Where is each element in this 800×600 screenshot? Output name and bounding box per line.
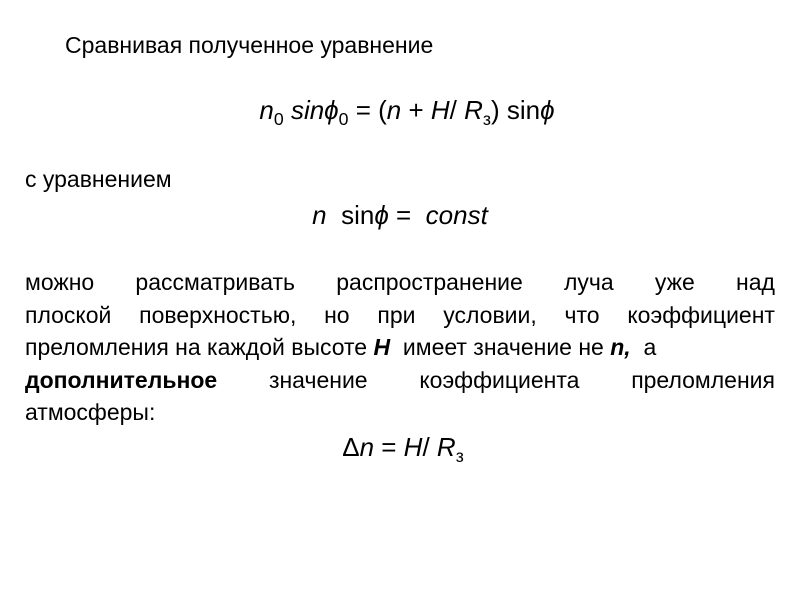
eq3-equals: =: [374, 432, 404, 462]
equation-snell-constant: [0, 200, 800, 231]
eq3-R: R: [436, 432, 456, 462]
word: рассматривать: [135, 269, 296, 295]
line3-text-1: преломления на каждой высоте: [25, 334, 374, 360]
eq2-n: n: [312, 200, 327, 230]
eq3-delta: Δ: [342, 432, 360, 462]
emphasis-word: дополнительное: [25, 366, 218, 393]
word: коэффициента: [419, 366, 580, 393]
word: что: [564, 301, 600, 328]
explanation-paragraph: [25, 266, 775, 429]
word: луча: [564, 269, 614, 295]
line3-text-2: имеет значение не: [390, 334, 611, 360]
equation-delta-n: [0, 432, 800, 467]
intro-text: Сравнивая полученное уравнение: [65, 32, 434, 58]
eq1-n: n: [386, 95, 402, 125]
line3-text-3: а: [630, 334, 657, 360]
word: плоской: [25, 301, 112, 328]
word: коэффициент: [627, 301, 775, 328]
eq1-n-symbol: n: [259, 95, 274, 125]
word: преломления: [631, 366, 775, 393]
eq3-R-subscript: з: [455, 446, 464, 467]
eq1-H: H: [430, 95, 450, 125]
word: над: [736, 269, 775, 295]
variable-H: H: [373, 334, 391, 360]
word: можно: [25, 269, 95, 295]
eq1-R-subscript: з: [482, 109, 492, 130]
eq2-phi: ϕ: [374, 200, 389, 230]
paragraph-line-5: атмосферы:: [25, 399, 156, 425]
eq3-slash: /: [422, 432, 437, 462]
word: значение: [268, 366, 368, 393]
eq2-equals: =: [388, 200, 426, 230]
word: но: [324, 301, 350, 328]
eq2-sin: sin: [326, 200, 375, 230]
eq1-n-subscript: 0: [273, 109, 284, 130]
eq1-phi: ϕ: [540, 95, 555, 125]
lead-text: с уравнением: [25, 166, 172, 192]
eq3-H: H: [403, 432, 423, 462]
variable-n: n,: [610, 334, 631, 360]
paragraph-line-3: [25, 331, 775, 364]
eq1-slash: /: [449, 95, 465, 125]
paragraph-line-4: [25, 364, 775, 397]
word: распространение: [336, 269, 523, 295]
word: уже: [654, 269, 695, 295]
eq1-plus: +: [401, 95, 431, 125]
paragraph-line-2: [25, 299, 775, 332]
eq1-phi-subscript: 0: [338, 109, 349, 130]
eq1-space: [284, 95, 291, 125]
paragraph-line-1: [25, 266, 775, 299]
eq1-close-sin: ) sin: [491, 95, 541, 125]
eq1-R: R: [464, 95, 483, 125]
word: при: [377, 301, 416, 328]
eq2-const: const: [425, 200, 488, 230]
eq1-sin-phi0: sinϕ: [290, 95, 339, 125]
eq1-equals-open: = (: [348, 95, 387, 125]
eq3-n: n: [359, 432, 375, 462]
word: условии,: [443, 301, 537, 328]
word: поверхностью,: [139, 301, 297, 328]
equation-refraction-ratio: [0, 95, 800, 130]
